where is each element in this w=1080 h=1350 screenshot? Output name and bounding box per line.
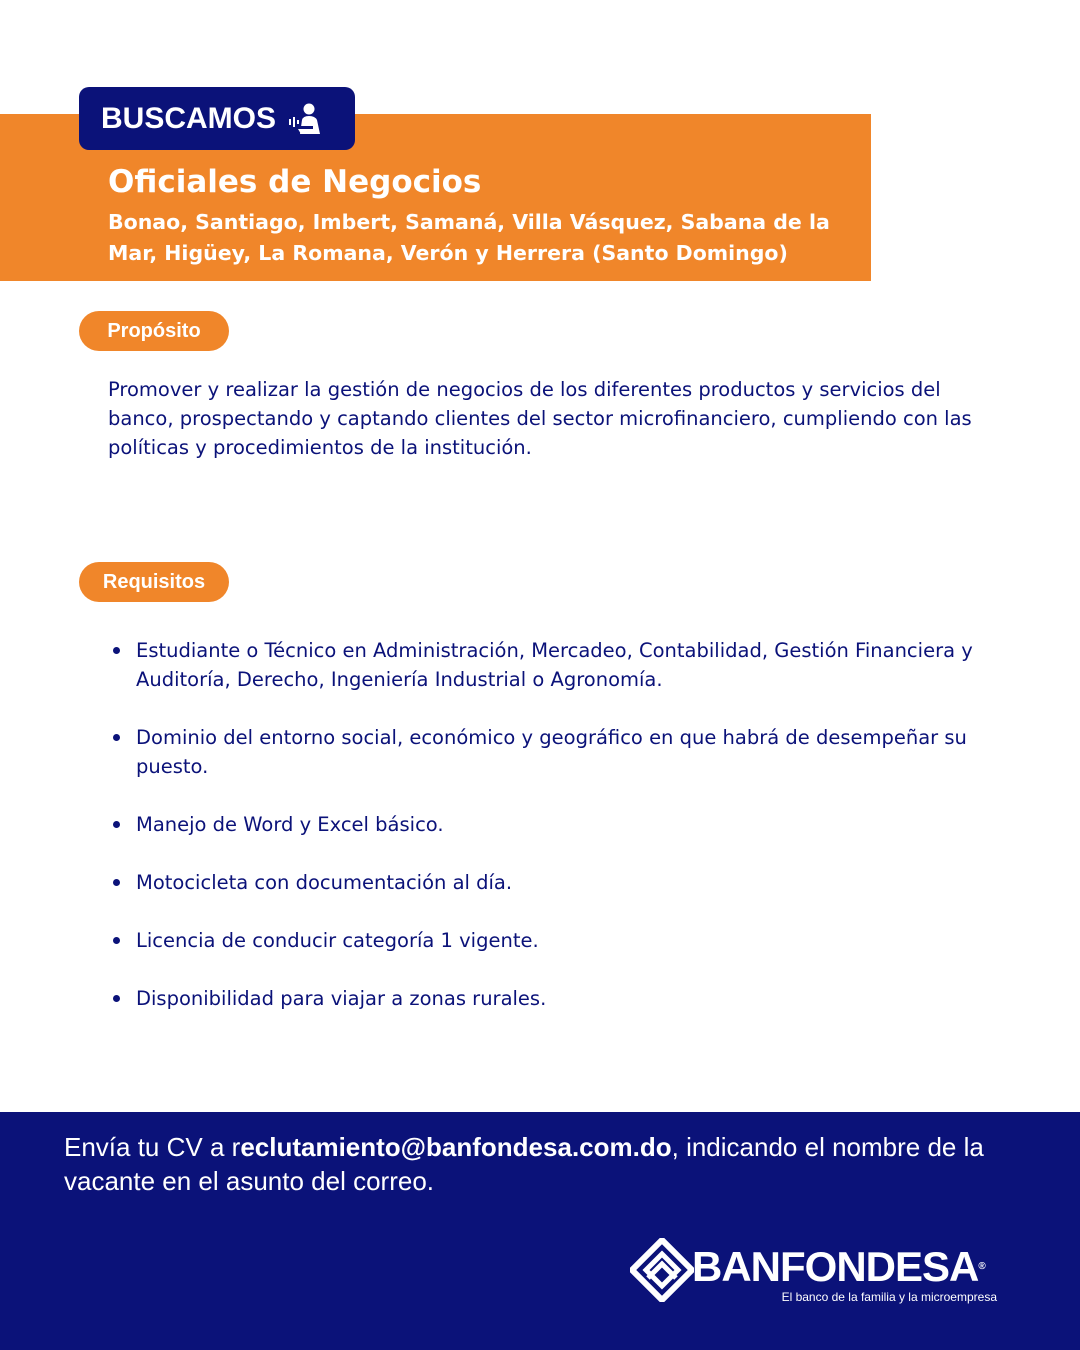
person-at-laptop-icon [288,102,322,136]
list-item: Licencia de conducir categoría 1 vigente. [108,926,980,955]
list-item: Motocicleta con documentación al día. [108,868,980,897]
logo-wordmark: BANFONDESA® [692,1243,985,1290]
banfondesa-logo [630,1238,1000,1308]
job-locations: Bonao, Santiago, Imbert, Samaná, Villa Vásquez, Sabana de la Mar, Higüey, La Romana, Verón y Herrera (Santo Domingo) [108,210,830,265]
requirements-label: Requisitos [102,570,206,593]
cta-suffix: , indicando el nombre de la vacante en el asunto del correo. [64,1132,984,1196]
purpose-pill [79,311,229,351]
banfondesa-diamond-icon [630,1238,694,1302]
buscamos-label: BUSCAMOS [101,101,277,135]
requirements-list [108,636,980,1042]
list-item: Estudiante o Técnico en Administración, Mercadeo, Contabilidad, Gestión Financiera y Auditoría, Derecho, Ingeniería Industrial o Agronomía. [108,636,980,694]
list-item: Manejo de Word y Excel básico. [108,810,980,839]
list-item: Disponibilidad para viajar a zonas rurales. [108,984,980,1013]
registered-mark: ® [978,1261,985,1272]
recruitment-email[interactable]: eclutamiento@banfondesa.com.do [240,1132,672,1162]
logo-tagline: El banco de la familia y la microempresa [781,1290,997,1304]
job-title: Oficiales de Negocios [108,164,482,200]
list-item: Dominio del entorno social, económico y geográfico en que habrá de desempeñar su puesto. [108,723,980,781]
purpose-text: Promover y realizar la gestión de negocios de los diferentes productos y servicios del banco, prospectando y captando clientes del sector microfinanciero, cumpliendo con las políticas y procedimientos de la institución. [108,378,972,459]
apply-instructions [64,1130,1024,1198]
cta-prefix: Envía tu CV a r [64,1132,241,1162]
buscamos-badge [79,87,355,150]
purpose-label: Propósito [107,319,201,342]
requirements-pill [79,562,229,602]
